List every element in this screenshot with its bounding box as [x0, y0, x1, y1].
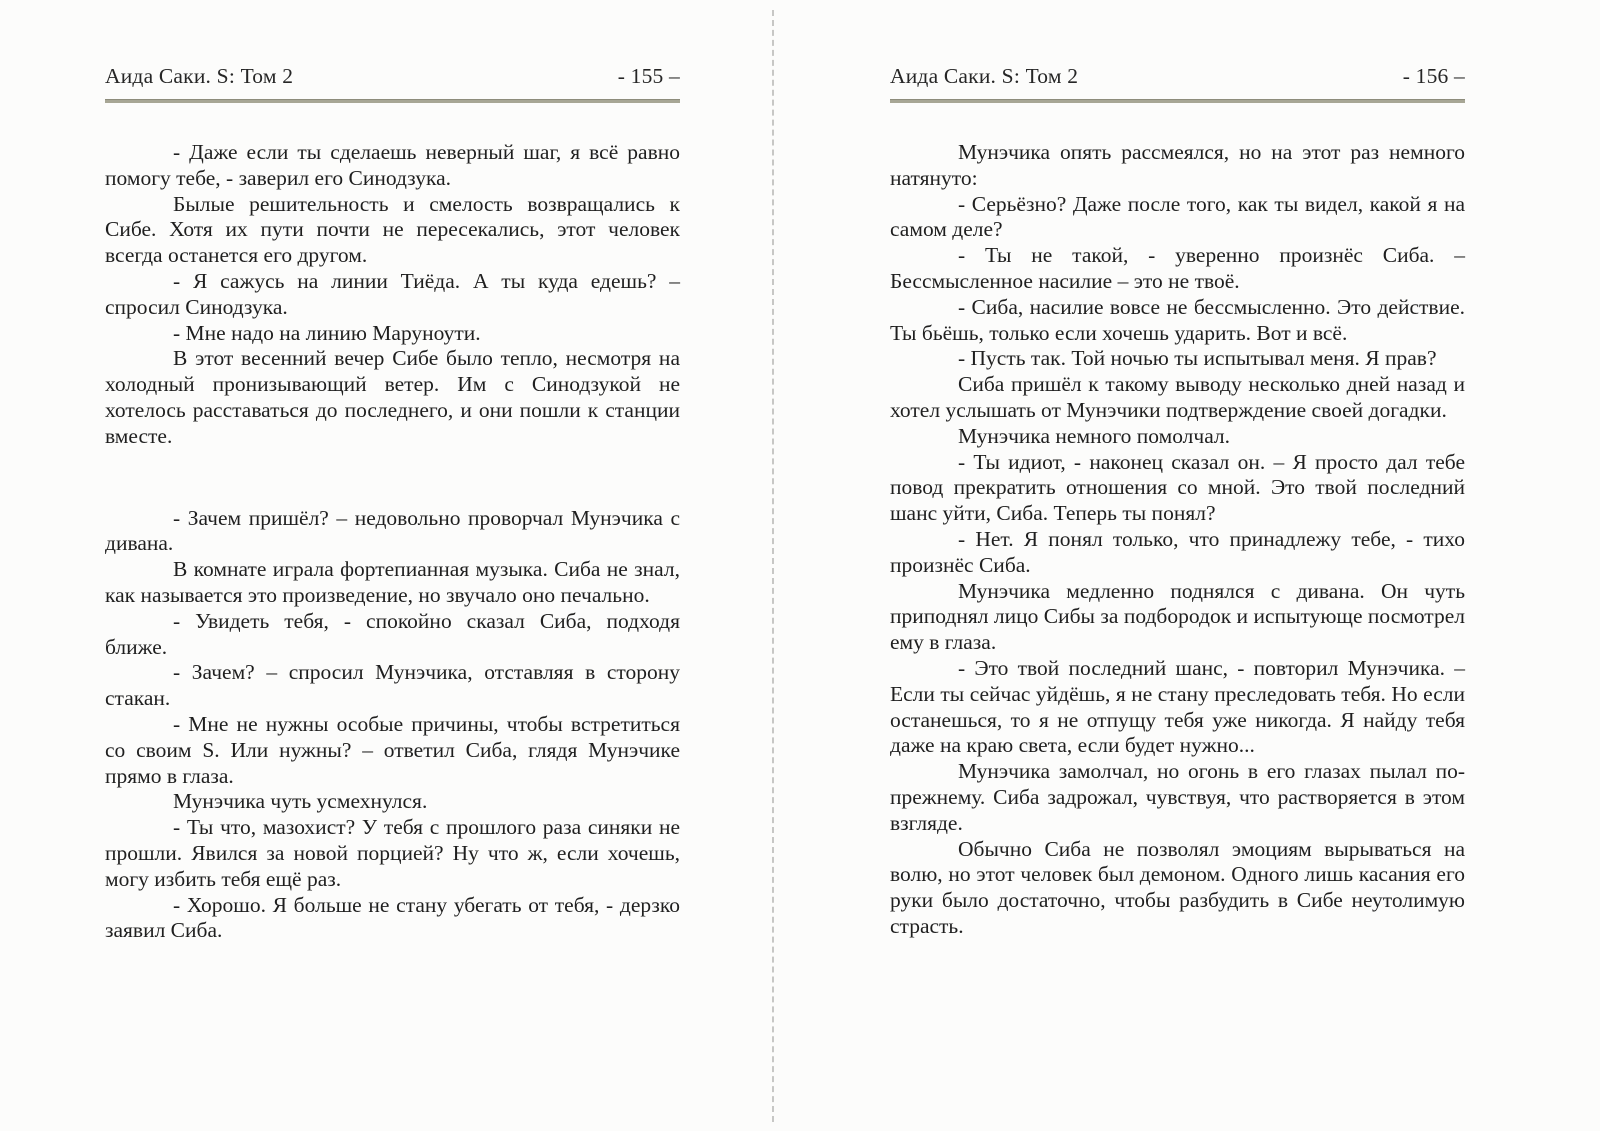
page-right — [890, 0, 1465, 940]
paragraph: - Ты что, мазохист? У тебя с прошлого раза синяки не прошли. Явился за новой порцией? Ну что ж, если хочешь, могу избить тебя ещё раз. — [105, 815, 680, 891]
running-title: Аида Саки. S: Том 2 — [105, 64, 294, 88]
header-rule — [890, 99, 1465, 103]
paragraph: - Нет. Я понял только, что принадлежу тебе, - тихо произнёс Сиба. — [890, 526, 1465, 577]
page-header — [105, 63, 680, 89]
paragraph: Мунэчика немного помолчал. — [958, 423, 1231, 448]
page-header — [890, 63, 1465, 89]
page-number: - 155 – — [617, 64, 680, 88]
paragraph: - Это твой последний шанс, - повторил Мунэчика. – Если ты сейчас уйдёшь, я не стану преследовать тебя. Но если останешься, то я не отпущу тебя уже никогда. Я найду тебя даже на краю света, если будет нужно... — [890, 655, 1465, 758]
paragraph: - Я сажусь на линии Тиёда. А ты куда едешь? – спросил Синодзука. — [105, 268, 680, 319]
paragraph: Мунэчика опять рассмеялся, но на этот раз немного натянуто: — [890, 140, 1465, 190]
paragraph: - Даже если ты сделаешь неверный шаг, я всё равно помогу тебе, - заверил его Синодзука. — [105, 140, 680, 190]
paragraph: - Мне надо на линию Маруноути. — [173, 320, 481, 345]
paragraph: В комнате играла фортепианная музыка. Сиба не знал, как называется это произведение, но звучало оно печально. — [105, 557, 680, 607]
running-title: Аида Саки. S: Том 2 — [890, 64, 1079, 88]
paragraph: Обычно Сиба не позволял эмоциям вырываться на волю, но этот человек был демоном. Одного лишь касания его руки было достаточно, чтобы разбудить в Сибе неутолимую страсть. — [890, 836, 1465, 938]
page-left — [105, 0, 680, 944]
paragraph: - Мне не нужны особые причины, чтобы встретиться со своим S. Или нужны? – ответил Сиба, глядя Мунэчике прямо в глаза. — [105, 711, 680, 788]
page-body — [890, 140, 1465, 940]
paragraph: - Хорошо. Я больше не стану убегать от тебя, - дерзко заявил Сиба. — [105, 892, 680, 943]
paragraph: Сиба пришёл к такому выводу несколько дней назад и хотел услышать от Мунэчики подтверждение своей догадки. — [890, 372, 1465, 422]
paragraph: Былые решительность и смелость возвращались к Сибе. Хотя их пути почти не пересекались, этот человек всегда останется его другом. — [105, 191, 680, 268]
paragraph: - Зачем? – спросил Мунэчика, отставляя в сторону стакан. — [105, 660, 680, 711]
page-body — [105, 140, 680, 944]
paragraph: - Увидеть тебя, - спокойно сказал Сиба, подходя ближе. — [105, 608, 680, 659]
paragraph: - Пусть так. Той ночью ты испытывал меня. Я прав? — [958, 346, 1437, 371]
paragraph: - Ты не такой, - уверенно произнёс Сиба. – Бессмысленное насилие – это не твоё. — [890, 243, 1465, 293]
page-divider-dashed-line — [772, 10, 774, 1122]
paragraph: Мунэчика медленно поднялся с дивана. Он чуть приподнял лицо Сибы за подбородок и испытующе посмотрел ему в глаза. — [890, 578, 1465, 655]
paragraph: Мунэчика замолчал, но огонь в его глазах пылал по-прежнему. Сиба задрожал, чувствуя, что растворяется в этом взгляде. — [890, 759, 1465, 835]
paragraph: - Серьёзно? Даже после того, как ты видел, какой я на самом деле? — [890, 191, 1465, 242]
paragraph: Мунэчика чуть усмехнулся. — [173, 789, 428, 814]
header-rule — [105, 99, 680, 103]
paragraph: - Сиба, насилие вовсе не бессмысленно. Это действие. Ты бьёшь, только если хочешь ударить. Вот и всё. — [890, 294, 1465, 345]
paragraph: В этот весенний вечер Сибе было тепло, несмотря на холодный пронизывающий ветер. Им с Синодзукой не хотелось расставаться до последнего, и они пошли к станции вместе. — [105, 346, 680, 448]
page-number: - 156 – — [1402, 64, 1465, 88]
paragraph: - Ты идиот, - наконец сказал он. – Я просто дал тебе повод прекратить отношения со мной. Это твой последний шанс уйти, Сиба. Теперь ты понял? — [890, 449, 1465, 526]
paragraph: - Зачем пришёл? – недовольно проворчал Мунэчика с дивана. — [105, 505, 680, 556]
